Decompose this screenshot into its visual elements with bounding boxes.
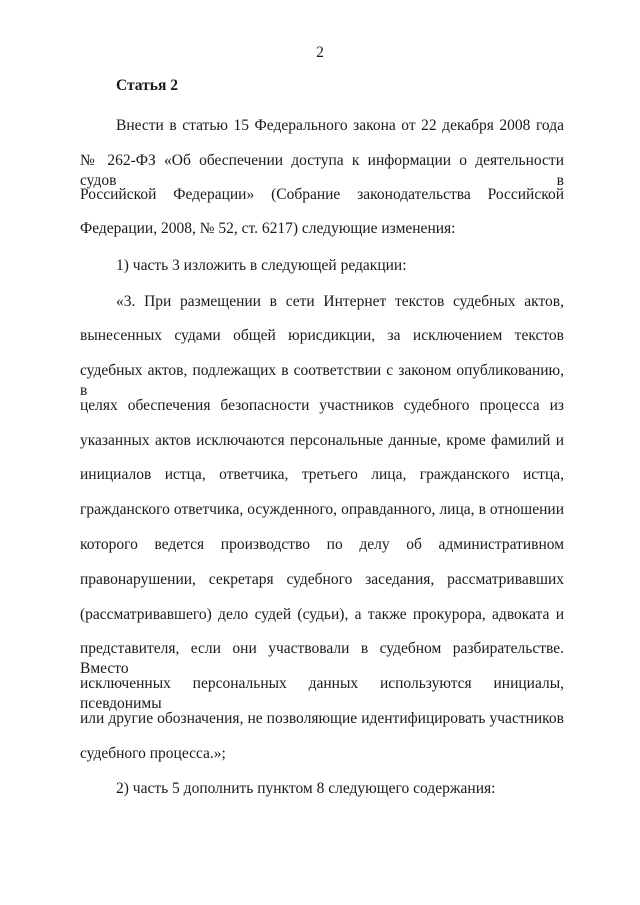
text-line: исключенных персональных данных используются инициалы, псевдонимы [80,675,564,712]
text-line: судебных актов, подлежащих в соответствии с законом опубликованию, в [80,362,564,399]
text-line: правонарушении, секретаря судебного заседания, рассматривавших [80,571,564,588]
text-line: 1) часть 3 изложить в следующей редакции: [116,257,407,274]
text-line: Федерации, 2008, № 52, ст. 6217) следующие изменения: [80,220,456,237]
text-line: или другие обозначения, не позволяющие идентифицировать участников [80,710,564,727]
text-line: инициалов истца, ответчика, третьего лица, гражданского истца, [80,466,564,483]
text-line: представителя, если они участвовали в судебном разбирательстве. Вместо [80,640,564,677]
text-line: указанных актов исключаются персональные данные, кроме фамилий и [80,432,564,449]
text-line: «3. При размещении в сети Интернет текстов судебных актов, [116,293,564,310]
text-line: Внести в статью 15 Федерального закона от 22 декабря 2008 года [116,117,564,134]
text-line: целях обеспечения безопасности участников судебного процесса из [80,397,564,414]
text-line: Российской Федерации» (Собрание законодательства Российской [80,186,564,203]
page-number: 2 [316,44,324,61]
text-line: (рассматривавшего) дело судей (судьи), а также прокурора, адвоката и [80,606,564,623]
article-heading: Статья 2 [116,77,178,94]
text-line: № 262-ФЗ «Об обеспечении доступа к информации о деятельности судов в [80,152,564,189]
text-line: гражданского ответчика, осужденного, оправданного, лица, в отношении [80,501,564,518]
text-line: судебного процесса.»; [80,745,226,762]
text-line: 2) часть 5 дополнить пунктом 8 следующего содержания: [116,780,496,797]
text-line: которого ведется производство по делу об административном [80,536,564,553]
text-line: вынесенных судами общей юрисдикции, за исключением текстов [80,327,564,344]
